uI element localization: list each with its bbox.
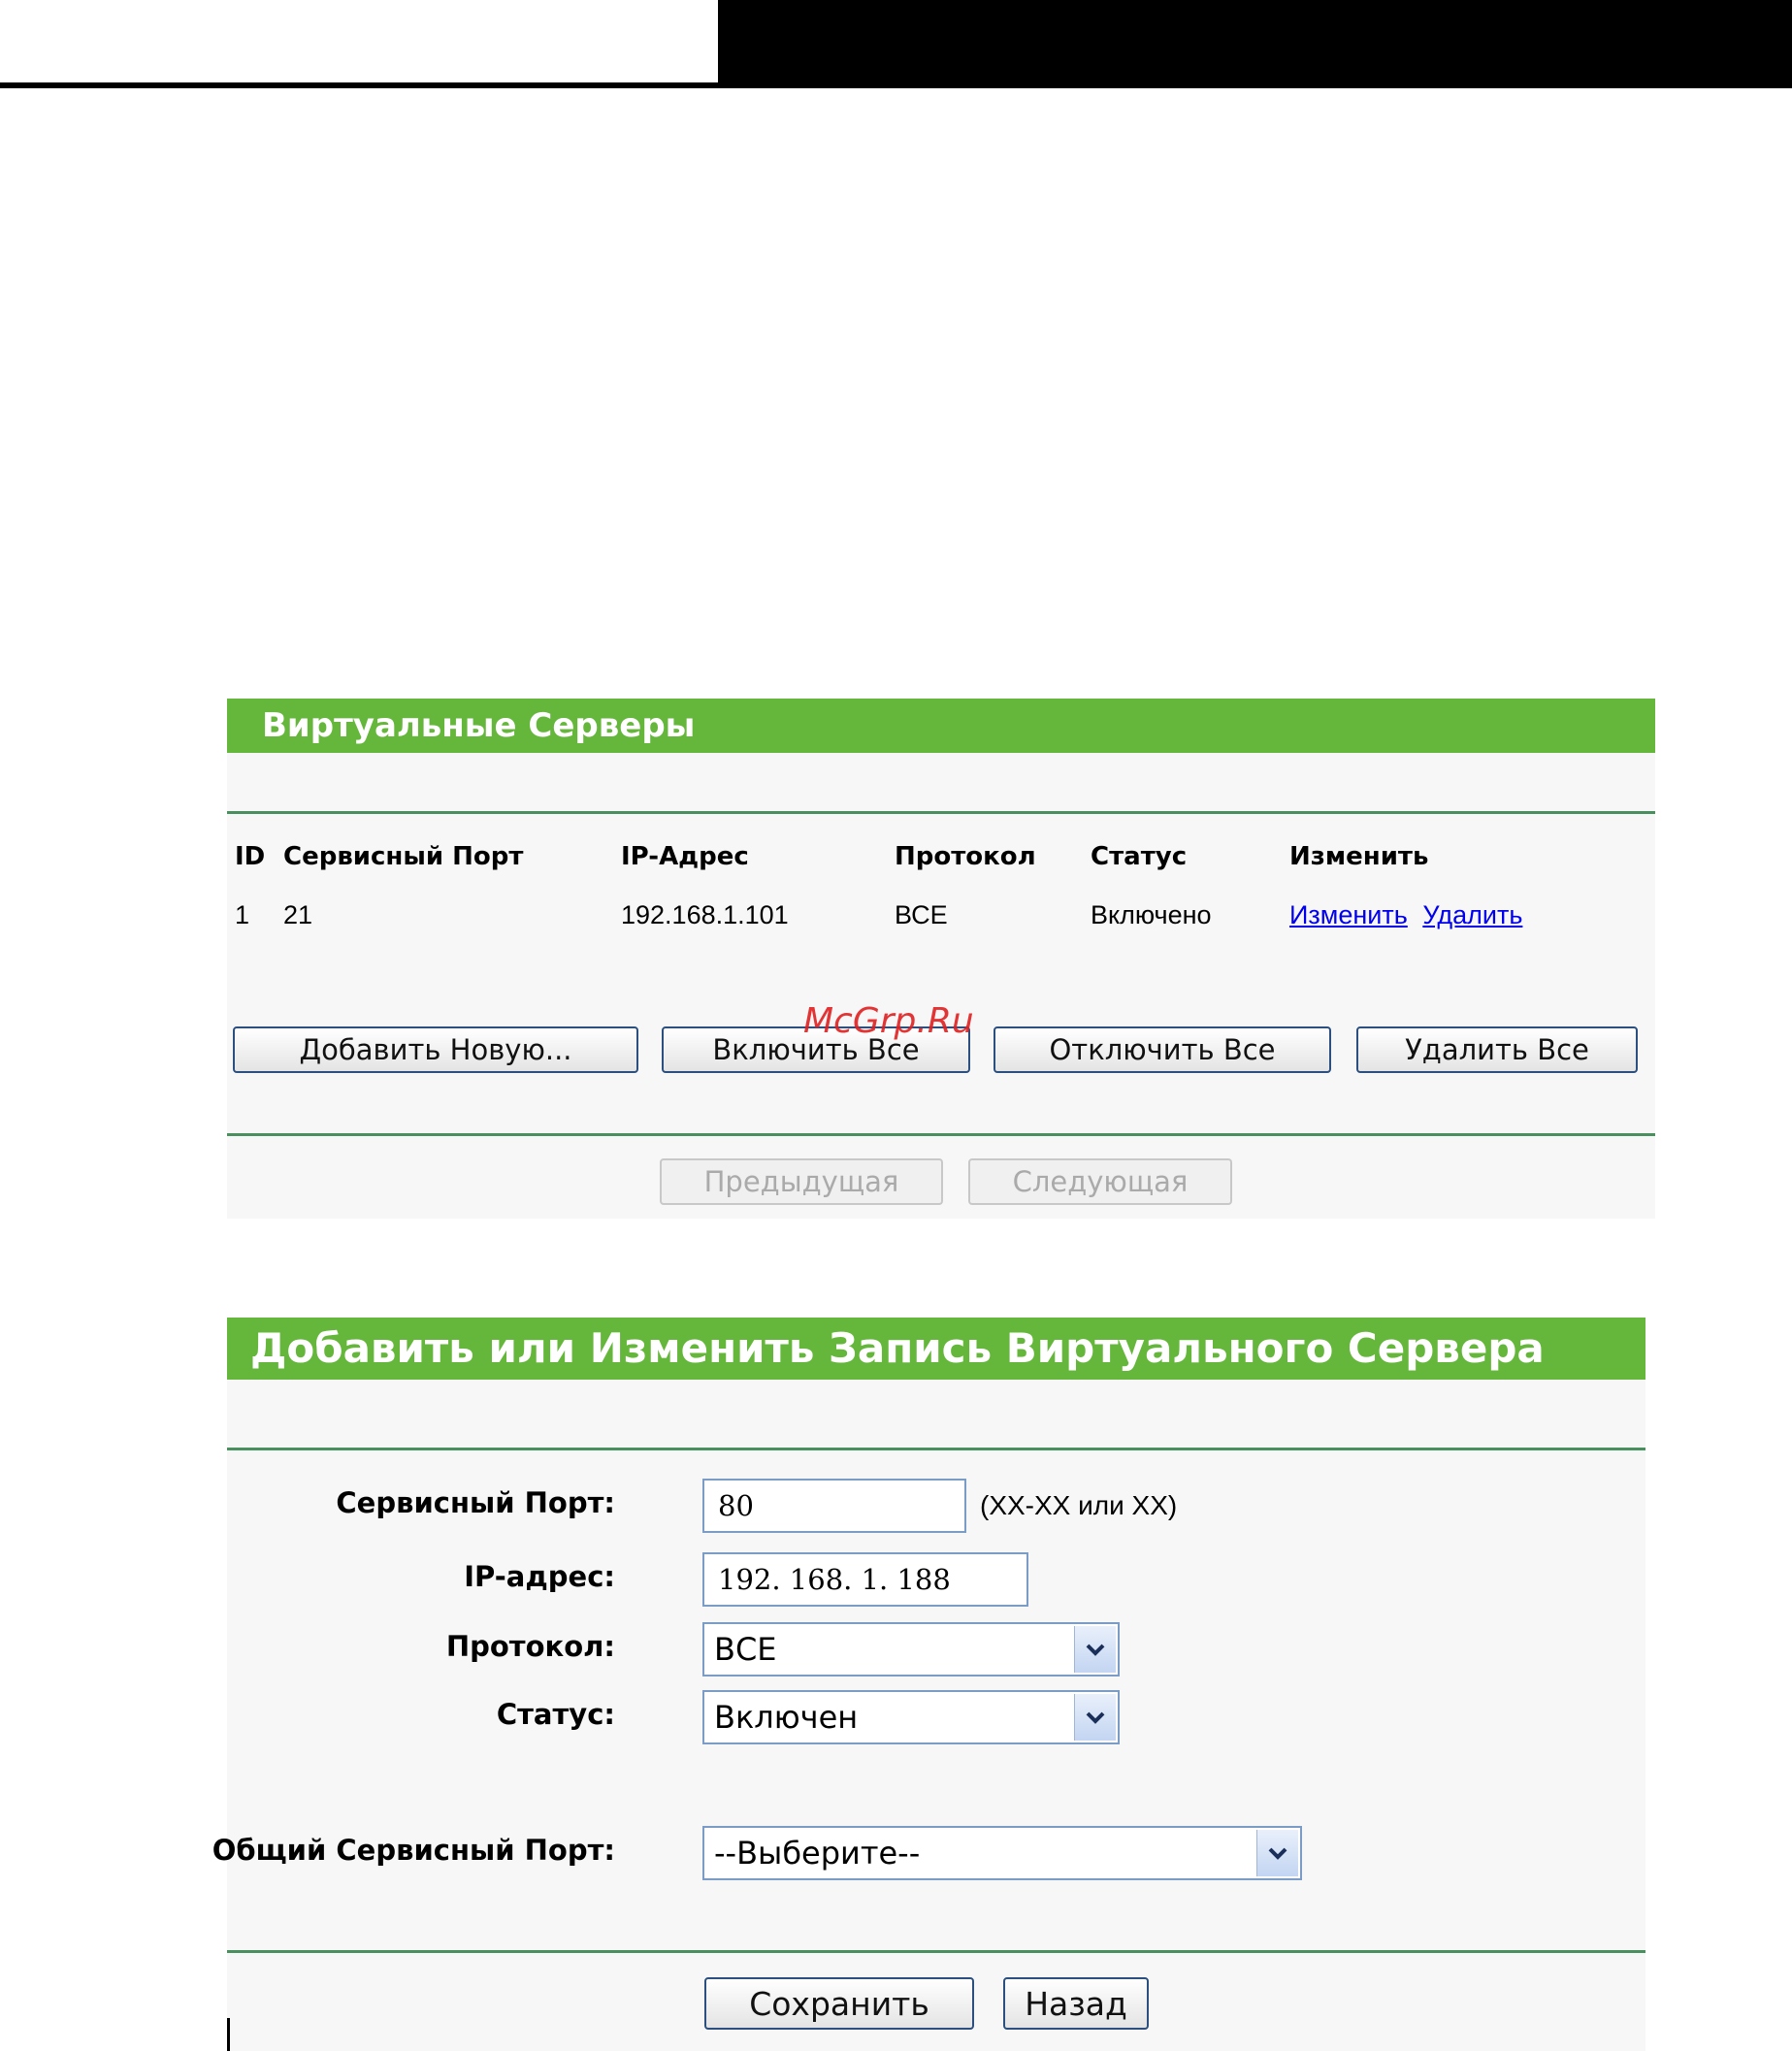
status-label: Статус: (496, 1698, 615, 1731)
next-page-button[interactable]: Следующая (968, 1158, 1232, 1205)
protocol-selected-value: ВСЕ (714, 1631, 777, 1668)
save-button[interactable]: Сохранить (704, 1977, 974, 2030)
status-select[interactable] (702, 1690, 1120, 1744)
row-status: Включено (1091, 900, 1212, 929)
column-header-status: Статус (1091, 842, 1188, 871)
divider (227, 1133, 1655, 1136)
add-edit-panel (212, 1318, 1645, 2051)
divider (227, 1448, 1645, 1450)
table-row (227, 900, 1655, 959)
protocol-label: Протокол: (445, 1630, 615, 1663)
column-header-protocol: Протокол (895, 842, 1036, 871)
common-service-port-selected-value: --Выберите-- (714, 1835, 921, 1872)
row-protocol: ВСЕ (895, 900, 948, 929)
disable-all-button[interactable]: Отключить Все (994, 1026, 1331, 1073)
row-port: 21 (283, 900, 313, 929)
page-header-bar (718, 0, 1792, 87)
watermark: McGrp.Ru (803, 1001, 974, 1041)
add-edit-title: Добавить или Изменить Запись Виртуального Сервера (227, 1318, 1645, 1380)
add-new-button[interactable]: Добавить Новую... (233, 1026, 638, 1073)
virtual-servers-table (227, 842, 1655, 959)
virtual-servers-title: Виртуальные Серверы (227, 699, 1655, 753)
row-actions (1289, 900, 1522, 930)
common-service-port-select[interactable] (702, 1826, 1302, 1880)
back-button[interactable]: Назад (1003, 1977, 1149, 2030)
status-selected-value: Включен (714, 1699, 859, 1736)
enable-all-button[interactable]: Включить Все (662, 1026, 970, 1073)
chevron-down-icon[interactable] (1256, 1830, 1298, 1876)
virtual-servers-panel (227, 699, 1655, 1219)
delete-link[interactable]: Удалить (1422, 900, 1523, 929)
column-header-ip: IP-Адрес (621, 842, 749, 871)
service-port-input[interactable]: 80 (702, 1479, 966, 1533)
chevron-down-icon[interactable] (1074, 1694, 1116, 1741)
service-port-hint: (XX-XX или XX) (980, 1490, 1178, 1520)
chevron-down-icon[interactable] (1074, 1626, 1116, 1673)
ip-address-input[interactable]: 192. 168. 1. 188 (702, 1552, 1028, 1607)
divider (227, 811, 1655, 814)
page-edge-mark (227, 2018, 230, 2051)
row-ip: 192.168.1.101 (621, 900, 789, 929)
delete-all-button[interactable]: Удалить Все (1356, 1026, 1638, 1073)
column-header-id: ID (235, 842, 266, 871)
edit-link[interactable]: Изменить (1289, 900, 1408, 929)
ip-address-label: IP-адрес: (464, 1560, 615, 1593)
divider (227, 1950, 1645, 1953)
service-port-label: Сервисный Порт: (336, 1486, 615, 1519)
previous-page-button[interactable]: Предыдущая (660, 1158, 943, 1205)
row-id: 1 (235, 900, 250, 929)
page-header-rule (0, 82, 1792, 88)
protocol-select[interactable] (702, 1622, 1120, 1677)
table-header-row (227, 842, 1655, 900)
common-service-port-label: Общий Сервисный Порт: (212, 1834, 615, 1867)
column-header-port: Сервисный Порт (283, 842, 524, 871)
column-header-modify: Изменить (1289, 842, 1429, 871)
